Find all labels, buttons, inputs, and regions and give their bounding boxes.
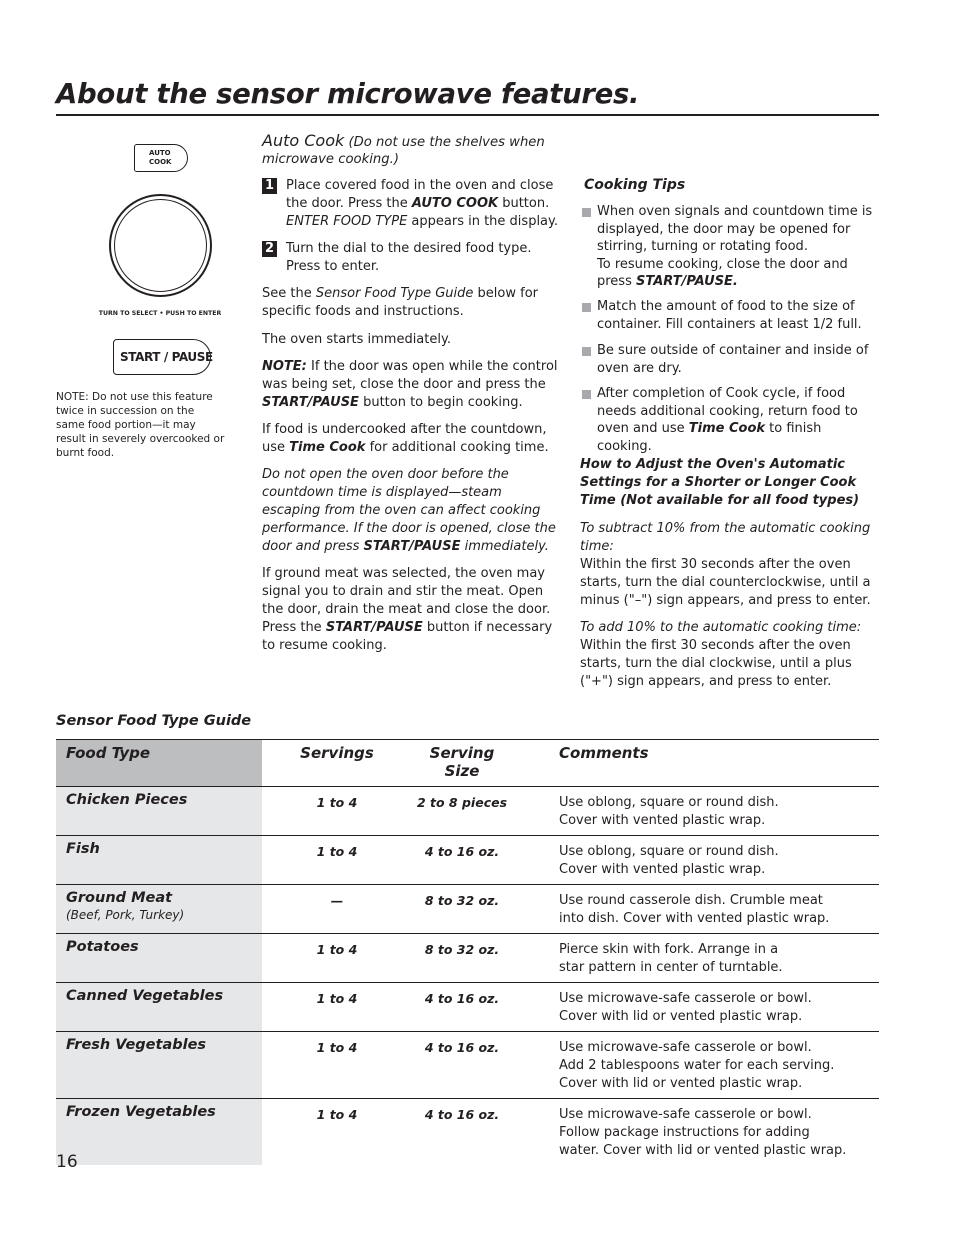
cell-serving-size: 4 to 16 oz.	[424, 1040, 500, 1055]
auto-cook-button-illustration	[134, 144, 188, 172]
table-row	[56, 787, 879, 836]
note-text-b: button to begin cooking.	[363, 395, 523, 410]
cell-comments	[512, 787, 879, 836]
cell-food-type	[56, 934, 262, 983]
tip-1-text-a: When oven signals and countdown time is displayed, the door may be opened for stirring, turning or rotating food.	[597, 204, 873, 254]
food-name: Frozen Vegetables	[66, 1104, 216, 1120]
paragraph-door-warning	[262, 466, 562, 556]
comment-line: Pierce skin with fork. Arrange in a	[559, 942, 779, 957]
cell-food-type	[56, 787, 262, 836]
cooking-tips-heading: Cooking Tips	[584, 177, 686, 193]
step-number-2: 2	[262, 241, 277, 257]
food-guide-title: Sensor Food Type Guide	[56, 713, 252, 729]
add-instructions	[580, 619, 880, 691]
door-warning-text-b: immediately.	[464, 539, 549, 554]
door-warning-text-a: Do not open the oven door before the countdown time is displayed—steam escaping from the oven can affect cooking performance. If the door is opened, close the door and press	[262, 467, 556, 554]
cell-comments	[512, 983, 879, 1032]
table-row	[56, 1099, 879, 1166]
header-servings: Servings	[300, 744, 374, 762]
cell-servings: 1 to 4	[316, 1107, 358, 1122]
tip-1-text-b: To resume cooking, close the door and press	[597, 256, 848, 289]
auto-cook-heading-note: (Do not use the shelves when microwave cooking.)	[262, 135, 545, 167]
paragraph-see-guide	[262, 285, 562, 321]
header-food-type: Food Type	[56, 740, 262, 787]
step-1-text-b: button.	[502, 196, 550, 211]
comment-line: into dish. Cover with vented plastic wrap.	[559, 911, 830, 926]
food-name: Chicken Pieces	[66, 792, 188, 808]
comment-line: water. Cover with lid or vented plastic wrap.	[559, 1143, 847, 1158]
paragraph-note	[262, 358, 562, 412]
cell-food-type	[56, 1032, 262, 1099]
cell-comments	[512, 885, 879, 934]
cell-food-type	[56, 983, 262, 1032]
comment-line: Cover with lid or vented plastic wrap.	[559, 1076, 803, 1091]
cell-serving-size: 8 to 32 oz.	[424, 893, 500, 908]
dial-icon	[109, 194, 212, 297]
see-guide-ref: Sensor Food Type Guide	[315, 286, 474, 301]
undercooked-text-b: for additional cooking time.	[369, 440, 549, 455]
ground-meat-text-a: If ground meat was selected, the oven may signal you to drain and stir the meat. Open the door, drain the meat and close the door. Press the	[262, 566, 551, 635]
cell-comments	[512, 934, 879, 983]
table-header-row	[56, 740, 879, 787]
step-1	[262, 177, 562, 231]
cell-comments	[512, 1032, 879, 1099]
ground-meat-text-b: button if necessary to resume cooking.	[262, 620, 553, 653]
comment-line: Use oblong, square or round dish.	[559, 844, 779, 859]
food-name: Canned Vegetables	[66, 988, 224, 1004]
door-warning-button-name: START/PAUSE	[363, 539, 461, 554]
tip-1	[580, 203, 880, 291]
comment-line: Cover with vented plastic wrap.	[559, 813, 766, 828]
tip-4	[580, 385, 880, 455]
cell-comments	[512, 1099, 879, 1166]
start-pause-button-illustration: START / PAUSE	[113, 339, 211, 375]
cell-comments	[512, 836, 879, 885]
title-divider	[56, 114, 879, 116]
subtract-instructions	[580, 520, 880, 610]
subtract-text: Within the first 30 seconds after the oven starts, turn the dial counterclockwise, until a minus ("–") sign appears, and press to enter.	[580, 557, 871, 608]
ground-meat-button-name: START/PAUSE	[325, 620, 423, 635]
step-2	[262, 240, 562, 276]
food-name: Potatoes	[66, 939, 139, 955]
side-note: NOTE: Do not use this feature twice in succession on the same food portion—it may result in severely overcooked or burnt food.	[56, 391, 225, 459]
food-name: Ground Meat	[66, 890, 173, 906]
comment-line: Cover with vented plastic wrap.	[559, 862, 766, 877]
step-1-display-text: ENTER FOOD TYPE	[286, 214, 408, 229]
tip-4-text-b: to finish cooking.	[597, 421, 822, 454]
food-name: Fresh Vegetables	[66, 1037, 207, 1053]
comment-line: Use oblong, square or round dish.	[559, 795, 779, 810]
cell-servings: 1 to 4	[316, 942, 358, 957]
page-number: 16	[56, 1152, 78, 1172]
paragraph-undercooked	[262, 421, 562, 457]
adjust-settings-heading: How to Adjust the Oven's Automatic Settings for a Shorter or Longer Cook Time (Not available for all food types)	[580, 457, 860, 508]
cell-food-type	[56, 1099, 262, 1166]
auto-cook-button-line1: AUTO	[149, 149, 171, 157]
undercooked-button-name: Time Cook	[289, 440, 366, 455]
note-label: NOTE:	[262, 359, 307, 374]
note-text-a: If the door was open while the control was being set, close the door and press the	[262, 359, 558, 392]
cell-servings: —	[330, 893, 344, 908]
cell-servings: 1 to 4	[316, 844, 358, 859]
food-name: Fish	[66, 841, 100, 857]
header-comments: Comments	[559, 744, 649, 762]
table-row	[56, 836, 879, 885]
cell-serving-size: 8 to 32 oz.	[424, 942, 500, 957]
page-title: About the sensor microwave features.	[56, 78, 640, 110]
table-row	[56, 934, 879, 983]
add-label: To add 10% to the automatic cooking time:	[580, 620, 862, 635]
sensor-food-type-table	[56, 739, 879, 1165]
comment-line: Cover with lid or vented plastic wrap.	[559, 1009, 803, 1024]
dial-caption: TURN TO SELECT • PUSH TO ENTER	[98, 310, 222, 317]
comment-line: Use microwave-safe casserole or bowl.	[559, 1040, 812, 1055]
tip-3: Be sure outside of container and inside of oven are dry.	[580, 342, 880, 377]
comment-line: Use microwave-safe casserole or bowl.	[559, 991, 812, 1006]
header-serving-size: Serving Size	[429, 744, 495, 780]
cell-servings: 1 to 4	[316, 795, 358, 810]
cell-serving-size: 4 to 16 oz.	[424, 1107, 500, 1122]
subtract-label: To subtract 10% from the automatic cooking time:	[580, 521, 871, 554]
table-row	[56, 1032, 879, 1099]
table-row	[56, 983, 879, 1032]
auto-cook-title: Auto Cook	[262, 131, 345, 150]
cell-servings: 1 to 4	[316, 1040, 358, 1055]
comment-line: Use microwave-safe casserole or bowl.	[559, 1107, 812, 1122]
auto-cook-button-line2: COOK	[149, 158, 172, 166]
comment-line: Add 2 tablespoons water for each serving.	[559, 1058, 835, 1073]
cell-serving-size: 4 to 16 oz.	[424, 844, 500, 859]
step-1-text-a: Place covered food in the oven and close the door. Press the	[286, 178, 554, 211]
food-subtype: (Beef, Pork, Turkey)	[66, 908, 185, 922]
step-number-1: 1	[262, 178, 277, 194]
note-button-name: START/PAUSE	[262, 395, 359, 410]
paragraph-ground-meat	[262, 565, 562, 655]
comment-line: Use round casserole dish. Crumble meat	[559, 893, 823, 908]
see-guide-text-b: below for specific foods and instructions.	[262, 286, 538, 319]
table-row	[56, 885, 879, 934]
see-guide-text-a: See the	[262, 286, 312, 301]
cell-serving-size: 2 to 8 pieces	[416, 795, 508, 810]
cell-food-type	[56, 885, 262, 934]
cell-servings: 1 to 4	[316, 991, 358, 1006]
tip-1-button-name: START/PAUSE.	[636, 274, 738, 289]
step-1-text-d: appears in the display.	[411, 214, 558, 229]
cell-food-type	[56, 836, 262, 885]
tip-2: Match the amount of food to the size of container. Fill containers at least 1/2 full.	[580, 298, 880, 333]
auto-cook-heading	[262, 132, 562, 168]
add-text: Within the first 30 seconds after the oven starts, turn the dial clockwise, until a plus ("+") sign appears, and press to enter.	[580, 638, 852, 689]
comment-line: star pattern in center of turntable.	[559, 960, 783, 975]
undercooked-text-a: If food is undercooked after the countdown, use	[262, 422, 547, 455]
comment-line: Follow package instructions for adding	[559, 1125, 810, 1140]
cell-serving-size: 4 to 16 oz.	[424, 991, 500, 1006]
tip-4-text-a: After completion of Cook cycle, if food needs additional cooking, return food to oven and use	[597, 386, 858, 436]
paragraph-starts: The oven starts immediately.	[262, 332, 451, 347]
tip-4-button-name: Time Cook	[688, 421, 766, 436]
step-1-button-name: AUTO COOK	[411, 196, 499, 211]
step-2-text: Turn the dial to the desired food type. Press to enter.	[286, 241, 532, 274]
